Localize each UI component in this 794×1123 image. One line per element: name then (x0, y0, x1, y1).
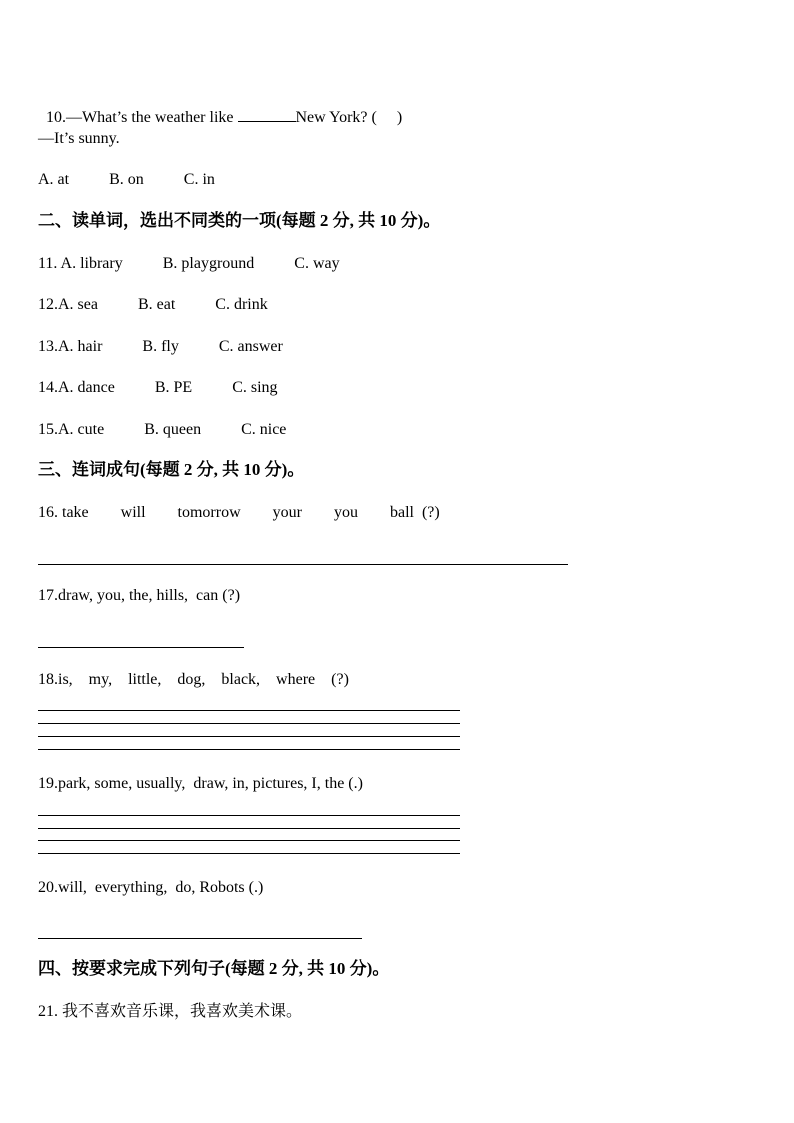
q11: 11. A. library B. playground C. way (38, 255, 340, 272)
q18: 18.is, my, little, dog, black, where (?) (38, 671, 349, 688)
q16: 16. take will tomorrow your you ball (?) (38, 504, 440, 521)
q17: 17.draw, you, the, hills, can (?) (38, 587, 241, 604)
q19-writing-line[interactable] (38, 840, 460, 841)
q14: 14.A. dance B. PE C. sing (38, 379, 278, 396)
section4-heading: 四、按要求完成下列句子(每题 2 分, 共 10 分)。 (38, 959, 390, 978)
q12: 12.A. sea B. eat C. drink (38, 296, 268, 313)
section3-heading: 三、连词成句(每题 2 分, 共 10 分)。 (38, 460, 305, 479)
q18-writing-line[interactable] (38, 736, 460, 737)
section2-heading: 二、读单词，选出不同类的一项(每题 2 分, 共 10 分)。 (38, 211, 441, 230)
q20-answer-line[interactable] (38, 938, 362, 939)
q19-writing-line[interactable] (38, 853, 460, 854)
q13: 13.A. hair B. fly C. answer (38, 338, 283, 355)
q19-writing-line[interactable] (38, 815, 460, 816)
q10-options: A. at B. on C. in (38, 171, 215, 188)
q10-blank[interactable] (238, 107, 296, 122)
q16-answer-line[interactable] (38, 564, 568, 565)
q10-suffix: New York? ( ) (295, 109, 403, 126)
q20: 20.will, everything, do, Robots (.) (38, 879, 264, 896)
q21: 21. 我不喜欢音乐课，我喜欢美术课。 (38, 1003, 303, 1020)
q10-question (38, 87, 402, 128)
q15: 15.A. cute B. queen C. nice (38, 421, 287, 438)
q10-answer: —It’s sunny. (38, 130, 120, 147)
q19: 19.park, some, usually, draw, in, pictures, I, the (.) (38, 775, 363, 792)
q19-writing-line[interactable] (38, 828, 460, 829)
q10-prefix: 10.—What’s the weather like (46, 109, 238, 126)
q17-answer-line[interactable] (38, 647, 244, 648)
q18-writing-line[interactable] (38, 710, 460, 711)
q18-writing-line[interactable] (38, 723, 460, 724)
q18-writing-line[interactable] (38, 749, 460, 750)
